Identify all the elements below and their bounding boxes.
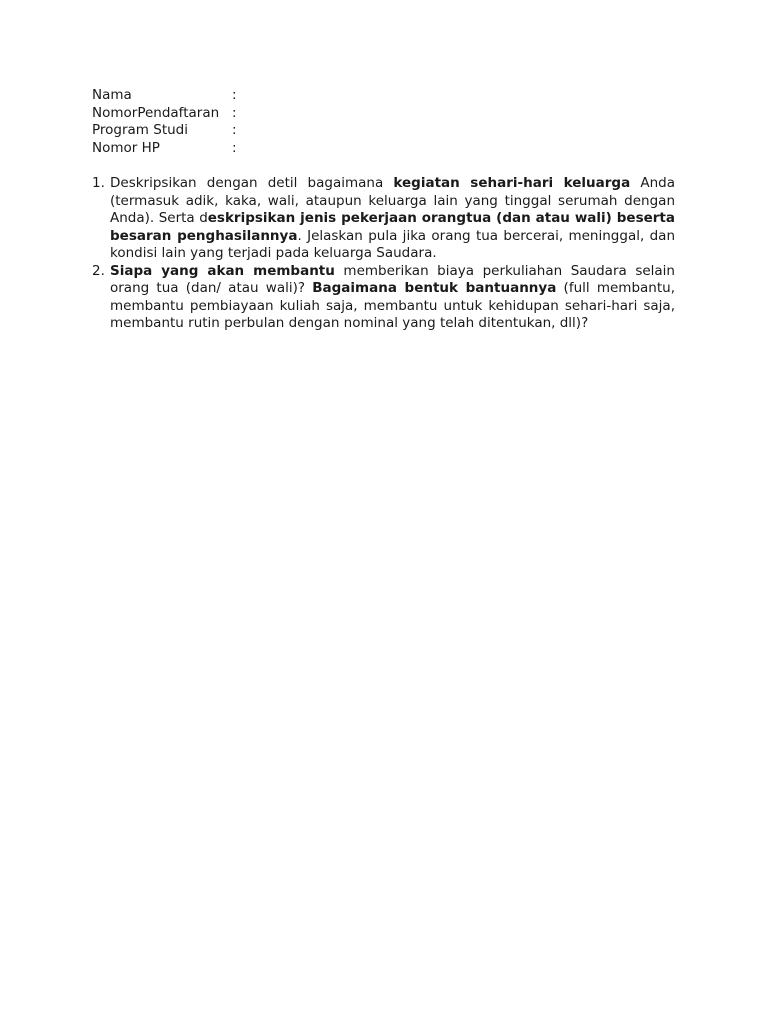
form-row-program-studi	[92, 122, 675, 140]
question-segment: (full membantu, membantu pembiayaan kuliah saja, membantu untuk kehidupan sehari-hari saja, membantu rutin perbulan dengan nominal yang telah ditentukan, dll)?	[110, 280, 675, 331]
question-item-1	[92, 175, 675, 263]
form-label: Nama	[92, 87, 132, 103]
question-emphasis: Siapa yang akan membantu	[110, 262, 335, 279]
question-emphasis: Bagaimana bentuk bantuannya	[312, 280, 557, 296]
question-segment: Deskripsikan dengan detil bagaimana	[110, 175, 394, 191]
question-number: 2.	[92, 262, 105, 279]
question-list	[92, 175, 675, 333]
form-label: Program Studi	[92, 122, 188, 138]
form-row-nama	[92, 87, 675, 105]
form-colon: :	[232, 122, 237, 138]
question-segment: . Jelaskan pula jika orang tua bercerai, meninggal, dan kondisi lain yang terjadi pada keluarga Saudara.	[110, 227, 675, 261]
form-colon: :	[232, 139, 237, 156]
document-page	[92, 87, 675, 333]
form-row-nomor-pendaftaran	[92, 105, 675, 123]
question-segment: memberikan biaya perkuliahan Saudara selain orang tua (dan/ atau wali)?	[110, 262, 675, 296]
form-colon: :	[232, 104, 237, 121]
question-number: 1.	[92, 175, 105, 191]
form-label: Nomor HP	[92, 139, 160, 156]
question-segment: Anda (termasuk adik, kaka, wali, ataupun keluarga lain yang tinggal serumah dengan Anda). Serta d	[110, 175, 675, 226]
question-item-2	[92, 263, 675, 333]
identity-form	[92, 87, 675, 157]
form-colon: :	[232, 87, 237, 103]
question-text	[110, 263, 675, 333]
question-emphasis: eskripsikan jenis pekerjaan orangtua (dan atau wali) beserta besaran penghasilannya	[110, 210, 675, 244]
question-emphasis: kegiatan sehari-hari keluarga	[393, 175, 631, 191]
form-row-nomor-hp	[92, 140, 675, 158]
form-label: NomorPendaftaran	[92, 104, 220, 121]
question-text	[110, 175, 675, 263]
